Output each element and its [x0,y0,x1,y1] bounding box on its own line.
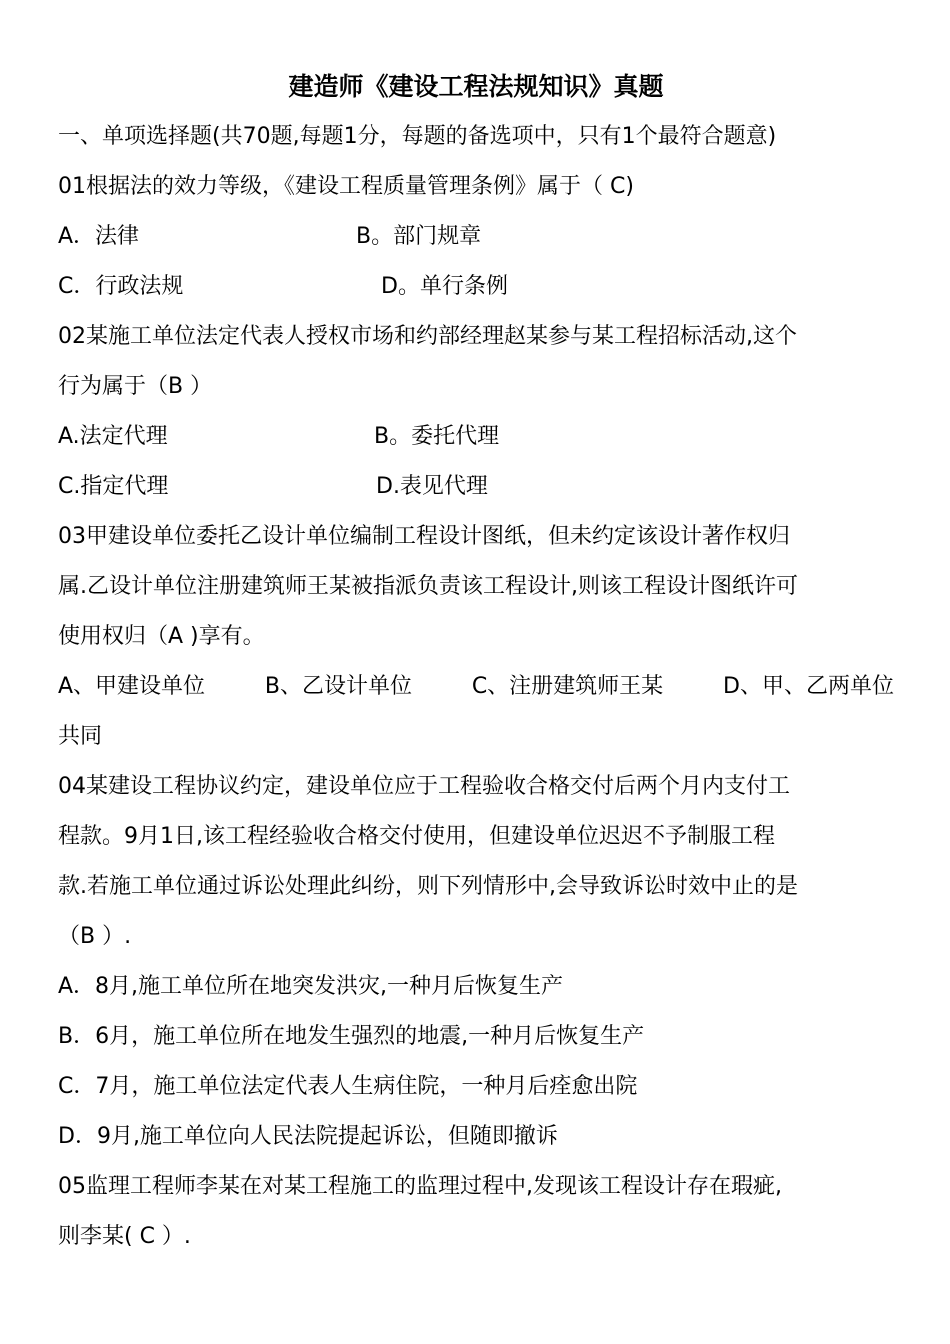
question-02-options-ab [58,412,894,462]
question-02-option-c: C.指定代理 [58,474,169,499]
question-01-option-d: D。单行条例 [381,274,508,299]
question-05-stem-line-1: 05监理工程师李某在对某工程施工的监理过程中,发现该工程设计存在瑕疵, [58,1174,782,1199]
question-03-options [58,662,894,712]
question-04-option-b: B．6月，施工单位所在地发生强烈的地震,一种月后恢复生产 [58,1024,645,1049]
question-01-options-cd [58,262,894,312]
question-03-stem-line-3: 使用权归（A )享有。 [58,624,265,649]
section-heading: 一、单项选择题(共70题,每题1分，每题的备选项中，只有1个最符合题意) [58,124,777,149]
question-04-option-a: A．8月,施工单位所在地突发洪灾,一种月后恢复生产 [58,974,564,999]
question-03-stem-line-1: 03甲建设单位委托乙设计单位编制工程设计图纸，但未约定该设计著作权归 [58,524,790,549]
question-02-stem-line-1: 02某施工单位法定代表人授权市场和约部经理赵某参与某工程招标活动,这个 [58,324,797,349]
question-02-option-b: B。委托代理 [374,424,500,449]
question-03-option-d-continuation: 共同 [58,724,103,749]
question-05-stem-line-2: 则李某( C ）. [58,1224,191,1249]
question-04-option-c: C．7月，施工单位法定代表人生病住院，一种月后痊愈出院 [58,1074,638,1099]
question-01-stem: 01根据法的效力等级，《建设工程质量管理条例》属于（ C) [58,174,634,199]
question-02-option-a: A.法定代理 [58,424,168,449]
question-01-option-a: A．法律 [58,224,140,249]
question-03-option-d: D、甲、乙两单位 [723,674,894,699]
question-01-options-ab [58,212,894,262]
question-03-option-b: B、乙设计单位 [264,674,412,699]
document-title: 建造师《建设工程法规知识》真题 [288,72,664,101]
question-02-option-d: D.表见代理 [376,474,488,499]
question-04-stem-line-1: 04某建设工程协议约定，建设单位应于工程验收合格交付后两个月内支付工 [58,774,790,799]
question-03-option-c: C、注册建筑师王某 [471,674,664,699]
question-04-stem-line-4: （B ）. [58,924,132,949]
question-02-stem-line-2: 行为属于（B ） [58,374,213,399]
question-04-stem-line-3: 款.若施工单位通过诉讼处理此纠纷，则下列情形中,会导致诉讼时效中止的是 [58,874,798,899]
document-page [58,62,894,1262]
question-03-option-a: A、甲建设单位 [58,674,206,699]
question-03-stem-line-2: 属.乙设计单位注册建筑师王某被指派负责该工程设计,则该工程设计图纸许可 [58,574,798,599]
question-01-option-c: C．行政法规 [58,274,184,299]
question-04-stem-line-2: 程款。9月1日,该工程经验收合格交付使用，但建设单位迟迟不予制服工程 [58,824,775,849]
question-02-options-cd [58,462,894,512]
question-04-option-d: D．9月,施工单位向人民法院提起诉讼，但随即撤诉 [58,1124,558,1149]
question-01-option-b: B。部门规章 [356,224,482,249]
